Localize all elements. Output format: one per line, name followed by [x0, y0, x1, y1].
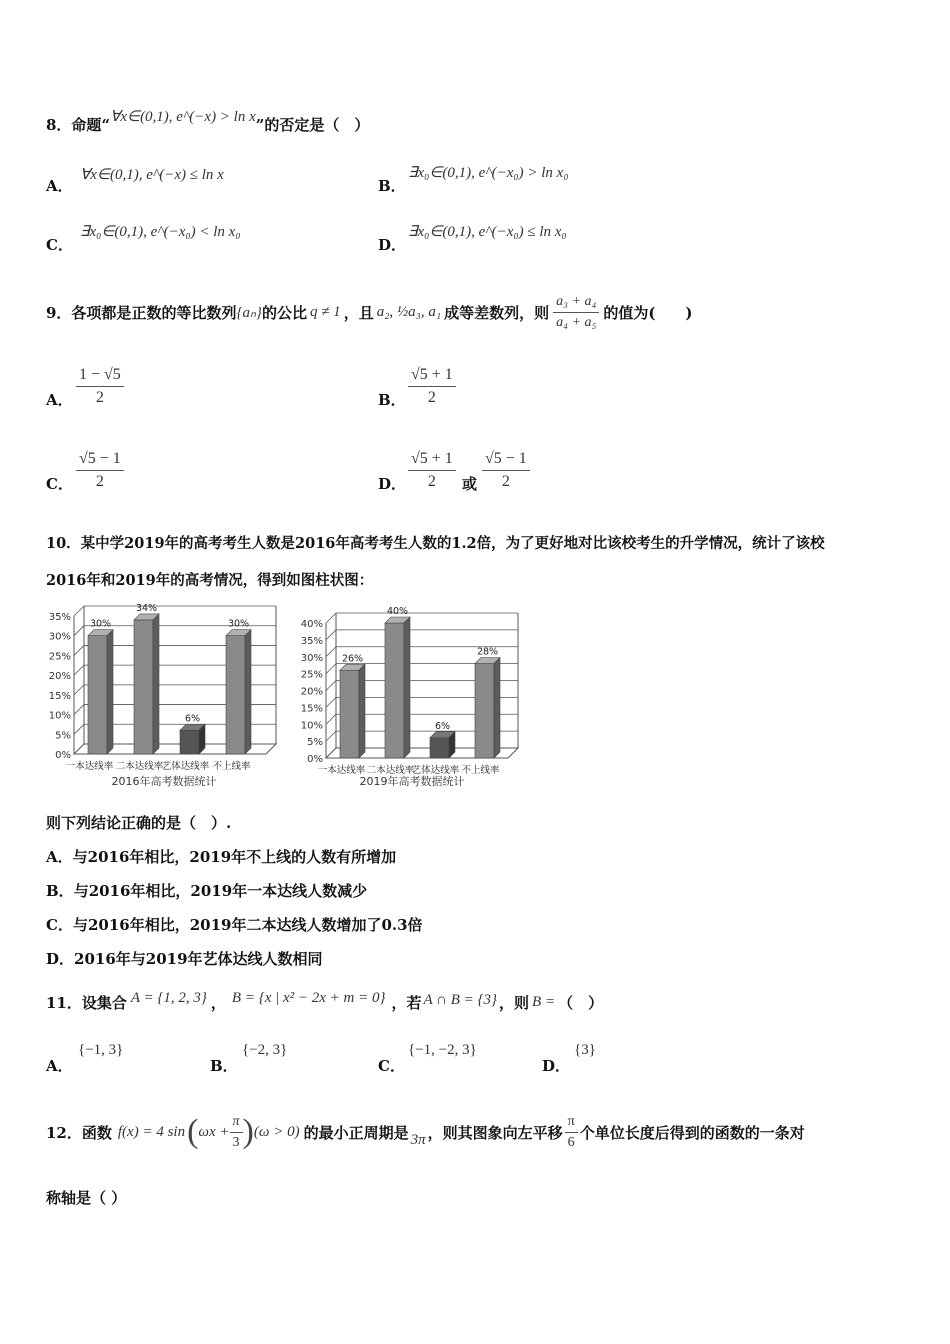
q8-option-d-label[interactable]: D．: [378, 236, 407, 254]
y-tick-label: 20%: [48, 671, 71, 683]
q12-part4: 个单位长度后得到的函数的一条对: [579, 1123, 805, 1142]
y-tick-label: 15%: [48, 690, 71, 702]
y-tick-label: 0%: [307, 754, 323, 765]
value-label: 28%: [476, 646, 499, 658]
q12-pi-numerator: π: [230, 1114, 243, 1133]
q11-option-b-text[interactable]: {−2, 3}: [242, 1042, 288, 1058]
q8-option-b-text[interactable]: ∃x₀∈(0,1), e^(−x₀) > ln x₀: [408, 165, 569, 181]
chart-2019-y-ticks: [301, 619, 323, 765]
grid-diag: [326, 731, 336, 741]
category-label: 二本达线率: [366, 765, 415, 776]
q9-part1: 9．各项都是正数的等比数列: [46, 303, 237, 322]
q12-part1: 12．函数: [46, 1123, 112, 1142]
q9-option-b-numerator: √5 + 1: [408, 366, 456, 387]
bar: [340, 670, 359, 758]
q12-part2: 的最小正周期是: [303, 1123, 409, 1142]
bar: [180, 730, 199, 754]
chart-2019-bars: [340, 617, 500, 758]
value-label: 30%: [227, 618, 250, 630]
chart-2016-y-ticks: [49, 612, 71, 761]
grid-diag: [74, 685, 84, 695]
q9-part2: 的公比: [261, 303, 307, 322]
bar: [134, 620, 153, 754]
q9-option-b-label[interactable]: B．: [378, 391, 406, 409]
q9-ratio-fraction: [553, 294, 599, 331]
y-tick-label: 30%: [48, 631, 71, 643]
bar-side: [359, 664, 365, 758]
q12-pi-over-3: [230, 1114, 243, 1151]
q12-period: 3π: [410, 1131, 426, 1148]
q10-option-b[interactable]: [46, 880, 367, 901]
q10-option-d[interactable]: [46, 948, 323, 969]
y-tick-label: 5%: [55, 730, 71, 742]
q10-stem-line1: 10．某中学2019年的高考考生人数是2016年高考考生人数的1.2倍，为了更好地对比该校考生的升学情况，统计了该校: [46, 535, 825, 552]
q12-shift-numerator: π: [565, 1114, 578, 1133]
q11-part1: 11．设集合: [46, 993, 127, 1012]
bar: [430, 738, 449, 758]
q12-pi-denominator: 3: [232, 1134, 240, 1150]
q9-option-d-denominator-1: 2: [427, 473, 436, 490]
q12-func-inner: ωx +: [198, 1123, 230, 1140]
q11-option-a-text[interactable]: {−1, 3}: [78, 1042, 124, 1058]
chart-2016-title: 2016年高考数据统计: [111, 775, 217, 788]
q9-terms: a₂, ½a₃, a₁: [376, 303, 442, 320]
chart-2019: [296, 598, 524, 794]
grid-diag: [326, 714, 336, 724]
y-tick-label: 25%: [300, 669, 323, 681]
q9-option-a-label[interactable]: A．: [46, 391, 73, 409]
q10-option-c-label: C．: [46, 916, 73, 934]
bar-side: [107, 630, 113, 754]
q12-func-left: f(x) = 4 sin: [117, 1123, 186, 1140]
grid-diag: [74, 665, 84, 675]
q8-quote-close: ”: [255, 116, 265, 134]
bar: [88, 636, 107, 754]
y-tick-label: 20%: [300, 686, 323, 698]
q8-stem: [46, 109, 370, 136]
q11-option-c-text[interactable]: {−1, −2, 3}: [408, 1042, 477, 1058]
bar-side: [153, 614, 159, 754]
q8-quote-open: “: [101, 116, 111, 134]
q8-number: 8．命题: [46, 116, 102, 134]
q10-option-a-label: A．: [46, 848, 73, 866]
q10-option-b-text: 与2016年相比，2019年一本达线人数减少: [73, 882, 368, 900]
grid-diag: [326, 664, 336, 674]
q9-option-d-fraction-1[interactable]: [408, 450, 456, 491]
q12-right-paren: ): [242, 1113, 254, 1150]
q9-ratio-numerator: a₃ + a₄: [553, 294, 599, 313]
q8-option-a-label[interactable]: A．: [46, 177, 73, 195]
q9-option-c-denominator: 2: [95, 473, 104, 490]
q11-part3: ，则: [499, 993, 530, 1012]
chart-2016-category-labels: [66, 760, 251, 772]
grid-diag: [326, 647, 336, 657]
q12-part3: ，则其图象向左平移: [427, 1123, 563, 1142]
q9-option-b-denominator: 2: [427, 389, 436, 406]
category-label: 艺体达线率: [411, 765, 460, 776]
q9-option-d-label[interactable]: D．: [378, 475, 407, 493]
y-tick-label: 0%: [55, 750, 71, 761]
y-tick-label: 30%: [300, 652, 323, 664]
grid-diag: [326, 681, 336, 691]
q11-option-b-label[interactable]: B．: [210, 1057, 238, 1075]
q11-condition: A ∩ B = {3}: [423, 991, 498, 1008]
q8-option-c-text[interactable]: ∃x₀∈(0,1), e^(−x₀) < ln x₀: [80, 224, 241, 240]
q12-shift-denominator: 6: [567, 1134, 575, 1150]
chart-2016-value-labels: [90, 603, 249, 724]
q8-option-d-text[interactable]: ∃x₀∈(0,1), e^(−x₀) ≤ ln x₀: [408, 224, 567, 240]
chart-2016: [44, 598, 280, 794]
q9-part3: ，且: [343, 303, 374, 322]
grid-diag: [74, 705, 84, 715]
bar: [226, 636, 245, 754]
q11-option-c-label[interactable]: C．: [378, 1057, 405, 1075]
q8-tail: 的否定是（ ）: [264, 116, 370, 134]
category-label: 艺体达线率: [161, 761, 210, 772]
category-label: 不上线率: [461, 765, 500, 776]
category-label: 一本达线率: [317, 765, 366, 776]
q11-paren: （ ）: [558, 993, 604, 1012]
y-tick-label: 10%: [48, 710, 71, 722]
chart-2016-bars: [88, 614, 251, 754]
category-label: 一本达线率: [65, 761, 114, 772]
q11-stem: [46, 985, 603, 1019]
q11-option-d-text[interactable]: {3}: [574, 1042, 596, 1058]
y-tick-label: 5%: [307, 737, 323, 749]
y-tick-label: 40%: [300, 619, 323, 630]
bar-side: [404, 617, 410, 758]
q10-option-b-label: B．: [46, 882, 74, 900]
y-tick-label: 25%: [48, 651, 71, 663]
q9-part4: 成等差数列，则: [444, 303, 550, 322]
q10-option-a-text: 与2016年相比，2019年不上线的人数有所增加: [72, 848, 397, 866]
category-label: 不上线率: [212, 761, 251, 772]
grid-diag: [74, 645, 84, 655]
bar: [475, 664, 494, 759]
q11-set-a: A = {1, 2, 3}: [130, 989, 207, 1006]
value-label: 6%: [184, 713, 201, 725]
q9-option-c-numerator: √5 − 1: [76, 450, 124, 471]
q9-option-d-fraction-2[interactable]: [482, 450, 530, 491]
value-label: 6%: [434, 720, 451, 732]
q9-option-a-fraction[interactable]: [76, 366, 124, 407]
bar-side: [494, 658, 500, 759]
q10-option-a[interactable]: [46, 846, 396, 867]
q11-part2: ，若: [391, 993, 422, 1012]
q9-option-d-or: 或: [462, 475, 478, 493]
grid-diag: [74, 724, 84, 734]
q11-set-b: B = {x | x² − 2x + m = 0}: [231, 989, 386, 1006]
q9-option-a-numerator: 1 − √5: [76, 366, 124, 387]
q9-option-d-numerator-1: √5 + 1: [408, 450, 456, 471]
q9-part5: 的值为( ): [603, 303, 693, 322]
q9-option-d-denominator-2: 2: [501, 473, 510, 490]
q10-option-c[interactable]: [46, 914, 423, 935]
bar: [385, 623, 404, 758]
grid-diag: [74, 606, 84, 616]
q10-option-c-text: 与2016年相比，2019年二本达线人数增加了0.3倍: [72, 916, 423, 934]
value-label: 40%: [386, 606, 409, 617]
q10-question: 则下列结论正确的是（ ）.: [46, 814, 232, 832]
grid-diag: [74, 626, 84, 636]
q12-left-paren: (: [187, 1113, 199, 1150]
chart-2019-value-labels: [342, 606, 498, 732]
q11-option-a-label[interactable]: A．: [46, 1057, 73, 1075]
q8-option-b-label[interactable]: B．: [378, 177, 406, 195]
q9-ratio-condition: q ≠ 1: [309, 303, 341, 320]
q9-ratio-denominator: a₄ + a₅: [556, 314, 597, 330]
value-label: 34%: [135, 602, 158, 614]
category-label: 二本达线率: [115, 761, 164, 772]
q9-option-d-numerator-2: √5 − 1: [482, 450, 530, 471]
q10-option-d-text: 2016年与2019年艺体达线人数相同: [74, 950, 323, 968]
q9-option-b-fraction[interactable]: [408, 366, 456, 407]
q9-option-c-label[interactable]: C．: [46, 475, 73, 493]
grid-diag: [326, 697, 336, 707]
chart-2019-title: 2019年高考数据统计: [359, 775, 465, 788]
q12-stem-line2: 称轴是（ ）: [46, 1189, 127, 1207]
q8-statement: ∀x∈(0,1), e^(−x) > ln x: [110, 109, 256, 125]
y-tick-label: 35%: [48, 612, 71, 623]
q8-option-c-label[interactable]: C．: [46, 236, 73, 254]
bar-side: [245, 630, 251, 754]
q11-target: B =: [532, 993, 556, 1010]
q12-pi-over-6: [565, 1114, 578, 1151]
q8-option-a-text[interactable]: ∀x∈(0,1), e^(−x) ≤ ln x: [80, 167, 224, 183]
value-label: 26%: [341, 653, 364, 665]
q11-comma: ，: [210, 993, 226, 1012]
q12-func-condition: (ω > 0): [253, 1123, 300, 1140]
value-label: 30%: [89, 618, 112, 630]
y-tick-label: 15%: [300, 703, 323, 715]
q9-stem: [46, 282, 693, 342]
q12-stem: [46, 1100, 805, 1164]
q9-option-c-fraction[interactable]: [76, 450, 124, 491]
y-tick-label: 10%: [300, 720, 323, 732]
q9-option-a-denominator: 2: [95, 389, 104, 406]
q10-option-d-label: D．: [46, 950, 75, 968]
q9-sequence: {aₙ}: [236, 304, 262, 321]
y-tick-label: 35%: [300, 635, 323, 647]
grid-diag: [326, 613, 336, 623]
q10-stem-line2: 2016年和2019年的高考情况，得到如图柱状图：: [46, 572, 374, 589]
q11-option-d-label[interactable]: D．: [542, 1057, 571, 1075]
grid-diag: [326, 630, 336, 640]
